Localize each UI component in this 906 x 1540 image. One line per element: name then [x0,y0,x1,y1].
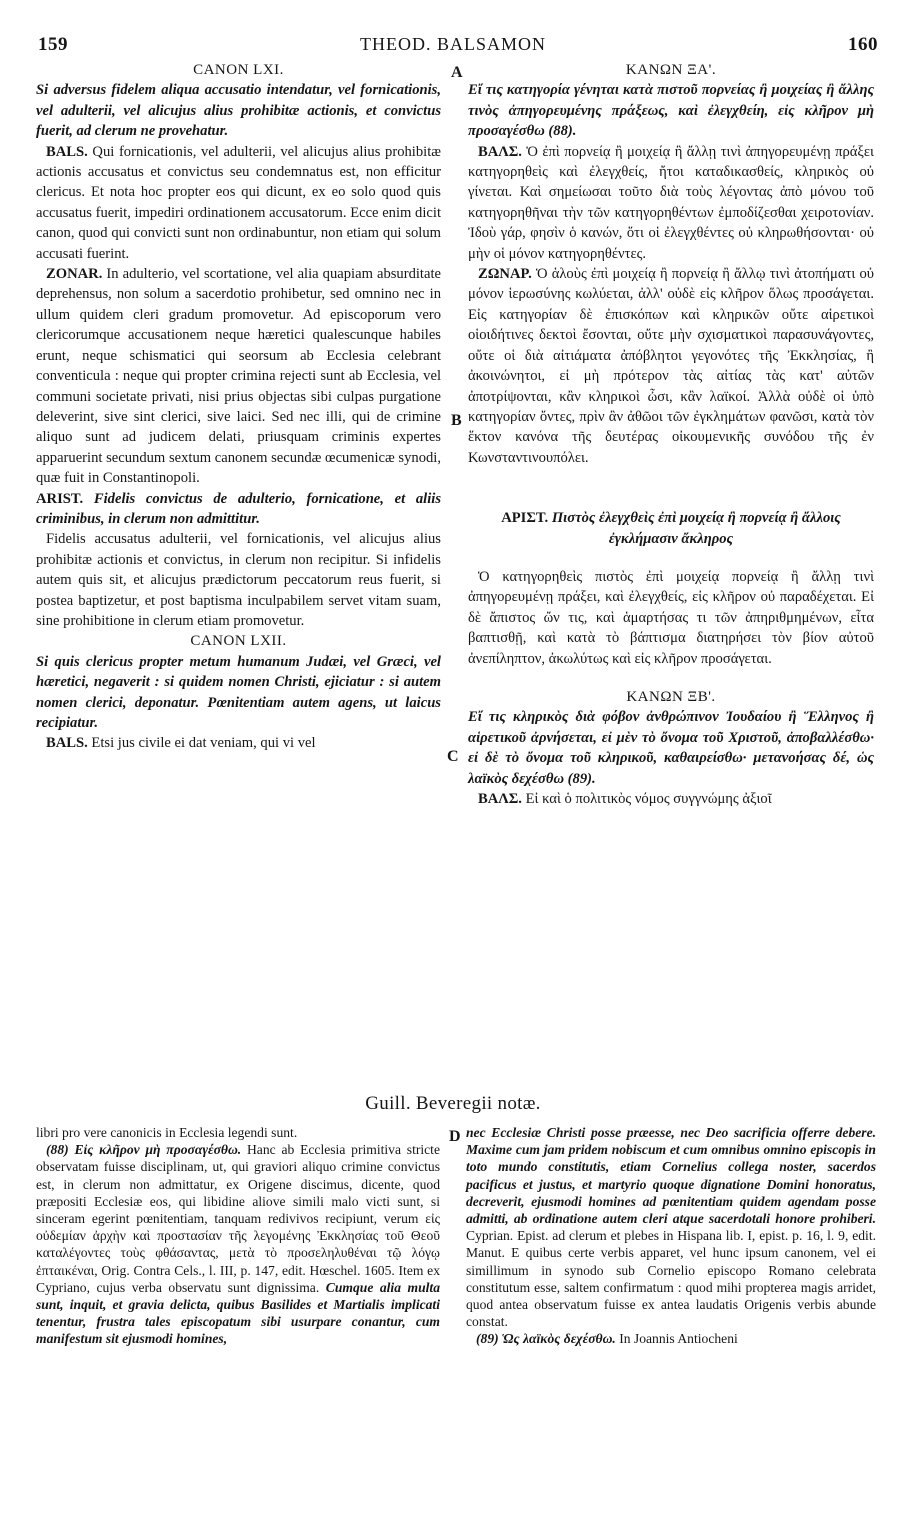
note-89-text: In Joannis Antiocheni [615,1331,738,1347]
aristenus-title: Πιστὸς ἐλεγχθεὶς ἐπὶ μοιχείᾳ ἢ πορνείᾳ ἢ ἄλλοις ἐγκλήμασιν ἄκληρος [548,510,841,547]
margin-letter-a: A [451,64,463,81]
balsamon-label: BALS. [46,143,88,160]
canon-61-heading-latin: CANON LXI. [193,62,284,78]
cyprian-quote-start: Cumque alia multa sunt, inquit, et gravia delicta, quibus Basilides et Martialis implicati tenentur, frustra tales episcopatum sibi usurpare conantur, cum manifestum sit ejusmodi homines, [36,1279,441,1347]
aristenus-text-61-latin: Fidelis accusatus adulterii, vel fornicationis, vel alicujus alius prohibitæ actionis et convictus, in clerum non recipitur. Si infidelis autem quis sit, et alicujus prædictorum peccatorum reus fuerit, si postea baptizetur, et post baptisma inculpabilem servet vitam suam, sine prohibitione in clerum etiam promovetur. [36,531,441,629]
zonaras-label: ZONAR. [46,266,103,283]
spacer [468,549,874,567]
notes-right-paragraph-1 [466,1124,876,1330]
balsamon-comment-62-greek [468,789,874,809]
aristenus-label: ARIST. [36,490,84,507]
canon-62-heading-greek: ΚΑΝΩΝ ΞΒ'. [626,688,716,705]
note-89-reference: (89) Ὡς λαϊκὸς δεχέσθω. [476,1331,616,1347]
balsamon-text: Εἰ καὶ ὁ πολιτικὸς νόμος συγγνώμης ἀξιοῖ [521,791,772,807]
margin-letter-c: C [447,748,459,765]
aristenus-label: ΑΡΙΣΤ. [501,510,549,527]
zonaras-text: In adulterio, vel scortatione, vel alia quapiam absurditate deprehensus, non solum a sacerdotio prohibetur, sed omnino nec in ullum quidem cleri gradum promovetur. Ad episcoporum vero clericorumque accusationem neque hæretici qualescunque habiles erunt, neque schismatici qui seorsum ab Ecclesia celebrant conventicula : neque qui propter crimina rejecti sunt ab Ecclesia, vel communi societate privati, nisi prius objectas sibi culpas purgatione deleverint, sive sint clerici, sive laici. Sed nec illi, qui de crimine aliquo sunt ad judicem delati, priusquam criminis expertes apparuerint secundum sextum canonem secundæ œcumenicæ synodi, quæ fuit in Constantinopoli. [36,266,441,487]
balsamon-label: ΒΑΛΣ. [478,143,522,160]
greek-column [468,60,874,809]
balsamon-label: ΒΑΛΣ. [478,791,522,807]
notes-title: Guill. Beveregii notæ. [365,1093,541,1114]
note-88-reference: (88) Εἰς κλῆρον μὴ προσαγέσθω. [46,1142,242,1158]
page-number-left: 159 [38,34,68,55]
canon-61-text-latin: Si adversus fidelem aliqua accusatio intendatur, vel fornicationis, vel adulterii, vel alicujus alius prohibitæ actionis, et convictus fuerit, ad clerum ne provehatur. [36,82,441,140]
running-title: THEOD. BALSAMON [360,34,546,54]
spacer [468,669,874,687]
zonaras-text: Ὁ ἁλοὺς ἐπὶ μοιχείᾳ ἢ πορνείᾳ ἢ ἄλλῳ τινὶ ἀτοπήματι οὐ μόνον ἱερωσύνης κωλύεται, ἀλλ' οὐδὲ εἰς κλῆρον ὅλως προσάγεται. Εἰς κατηγορίαν δὲ ἐπισκόπων καὶ κληρικῶν οὔτε αἱρετικοὶ οἱοιδήτινες δεκτοὶ ἔσονται, οὔτε μὴν σχισματικοὶ παρασυνάγοντες, οὔτε οἱ διὰ αἰτιάματα ἀπόβλητοι γεγονότες τῆς Ἐκκλησίας, ἢ ἀκοινώνητοι, εἰ μὴ πρότερον τὰς αἰτίας τὰς κατ' αὐτῶν ἀποτρίψονται, κἂν κληρικοὶ ὦσι, κἂν λαϊκοί. Ἀλλὰ οὐδὲ οἱ ὑπὸ κατηγορίαν ὄντες, πρὶν ἂν ἀθῶοι τῶν ἐγκλημάτων φανῶσι, κατὰ τὸν ἕκτον κανόνα τῆς δευτέρας οἰκουμενικῆς συνόδου τῆς ἐν Κωνσταντινουπόλει. [468,266,874,466]
canon-61-heading-greek: ΚΑΝΩΝ ΞΑ'. [625,62,717,78]
margin-letter-d: D [449,1128,461,1145]
note-88-continuation: Cyprian. Epist. ad clerum et plebes in Hispana lib. I, epist. p. 16, l. 9, edit. Manut. E quibus certe verbis apparet, vel hunc ipsum canonem, vel ei simillimum in synodo sub Cornelio episcopo Romano celebrata constitutum esse, saltem confirmatum : quod mihi propterea magis arridet, quod antea observatum fuisse ex antea laudatis Origenis verbis abunde constat. [466,1228,876,1330]
notes-left-column [36,1124,440,1348]
canon-62-text-greek: Εἴ τις κληρικὸς διὰ φόβον ἀνθρώπινον Ἰουδαίου ἢ Ἕλληνος ἢ αἱρετικοῦ ἀρνήσεται, εἰ μὲν τὸ ὄνομα τοῦ Χριστοῦ, ἀποβαλλέσθω· εἰ δὲ τὸ ὄνομα τοῦ κληρικοῦ, καθαιρείσθω· μετανοήσας δέ, ὡς λαϊκὸς δεχέσθω (89). [468,709,874,787]
balsamon-text: Ὁ ἐπὶ πορνείᾳ ἢ μοιχείᾳ ἢ ἄλλῃ τινὶ ἀπηγορευμένῃ πράξει κατηγορηθεὶς καὶ ἐλεγχθείς, ἤτοι καταδικασθείς, κληρικὸς οὐ γίνεται. Καὶ σημείωσαι τοῦτο διὰ τοὺς λέγοντας ἀπὸ μόνου τοῦ κατηγορηθῆναι τὴν τῶν κατηγορηθέντων ἐμποδίζεσθαι χειροτονίαν. Ἰδοὺ γάρ, φησὶν ὁ κανών, ὅτι οἱ ἐλεγχθέντες οὐ κληρωθήσονται· οὐ μὴν οἱ μόνον κατηγορηθέντες. [468,143,874,262]
aristenus-summary-61-greek [468,508,874,549]
canon-62-heading-latin: CANON LXII. [190,633,287,650]
notes-right-column [466,1124,876,1348]
notes-left-paragraph-2 [36,1141,440,1347]
balsamon-label: BALS. [46,735,88,752]
spacer [468,468,874,508]
balsamon-comment-61-greek [468,142,874,264]
zonaras-comment-61-greek [468,264,874,468]
notes-right-paragraph-2 [466,1330,876,1347]
cyprian-quote-end: nec Ecclesiæ Christi posse præesse, nec Deo sacrificia offerre debere. Maxime cum jam pridem nobiscum et cum omnibus omnino episcopis in toto mundo constitutis, etiam Cornelius collega noster, sacerdos pacificus et justus, et martyrio quoque dignatione Domini honoratus, decreverit, ejusmodi homines ad pœnitentiam quidem agendam posse admitti, ab ordinatione autem cleri atque sacerdotali honore prohiberi. [466,1125,876,1227]
aristenus-text-61-greek: Ὁ κατηγορηθεὶς πιστὸς ἐπὶ μοιχείᾳ πορνείᾳ ἢ ἄλλῃ τινὶ ἀπηγορευμένῃ πράξει, καὶ ἐλεγχθείς, εἰς κλῆρον οὐ παραδέχεται. Εἰ δὲ ἄπιστος ὤν τις, καὶ ἁμαρτήσας τι τῶν ἀπηριθμημένων, εἶτα βαπτισθῇ, καὶ κατὰ τὸ βάπτισμα διατηρήσει τὸν βίον αὐτοῦ ἀνεπίληπτον, ἀκωλύτως καὶ εἰς κλῆρον προσάγεται. [468,568,874,667]
aristenus-summary-61-latin [36,489,441,530]
page-number-right: 160 [848,34,878,55]
aristenus-title: Fidelis convictus de adulterio, fornicatione, et aliis criminibus, in clerum non admittitur. [36,490,441,527]
balsamon-comment-62-latin [36,733,441,753]
canon-62-text-latin: Si quis clericus propter metum humanum Judæi, vel Græci, vel hæretici, negaverit : si quidem nomen Christi, ejiciatur : si autem nomen clerici, deponatur. Pœnitentiam autem agens, ut laicus recipiatur. [36,653,441,731]
zonaras-label: ΖΩΝΑΡ. [478,266,532,283]
note-88-text: Hanc ab Ecclesia primitiva stricte observatam fuisse disciplinam, ut, qui graviori aliquo crimine convictus est, in clerum non admittatur, ex Origene discimus, dicente, quod præpositi Ecclesiæ eos, qui libidine aliove simili malo victi sunt, si sinceram egerint pœnitentiam, tanquam redivivos recipiunt, verum εἰς οὐδεμίαν ἀρχὴν καὶ προστασίαν τῆς λεγομένης Ἐκκλησίας τοῦ Θεοῦ καταλέγοντες τοὺς φθάσαντας, μετὰ τὸ προσεληλυθέναι τῷ λόγῳ ἐπταικέναι, Orig. Contra Cels., l. III, p. 147, edit. Hœschel. 1605. Item ex Cypriano, cujus verba observatu sunt dignissima. [36,1142,440,1295]
latin-column [36,60,441,754]
notes-left-paragraph-1: libri pro vere canonicis in Ecclesia legendi sunt. [36,1125,298,1140]
balsamon-text: Qui fornicationis, vel adulterii, vel alicujus alius prohibitæ actionis accusatus et convictus seu condemnatus est, non efficitur clericus. Et nota hoc propter eos qui dicunt, ex eo solo quod quis accusatus fuerit, impediri ordinationem accusatorum. Ecce enim dicit canon, quod qui convicti sunt non ordinabuntur, non etiam qui solum accusati fuerint. [36,143,441,262]
canon-61-text-greek: Εἴ τις κατηγορία γένηται κατὰ πιστοῦ πορνείας ἢ μοιχείας ἢ ἄλλης τινὸς ἀπηγορευμένης πράξεως, καὶ ἐλεγχθείη, εἰς κλῆρον μὴ προσαγέσθω (88). [468,82,874,140]
balsamon-comment-61-latin [36,142,441,264]
zonaras-comment-61-latin [36,264,441,488]
margin-letter-b: B [451,412,462,429]
balsamon-text: Etsi jus civile ei dat veniam, qui vi vel [87,735,316,752]
